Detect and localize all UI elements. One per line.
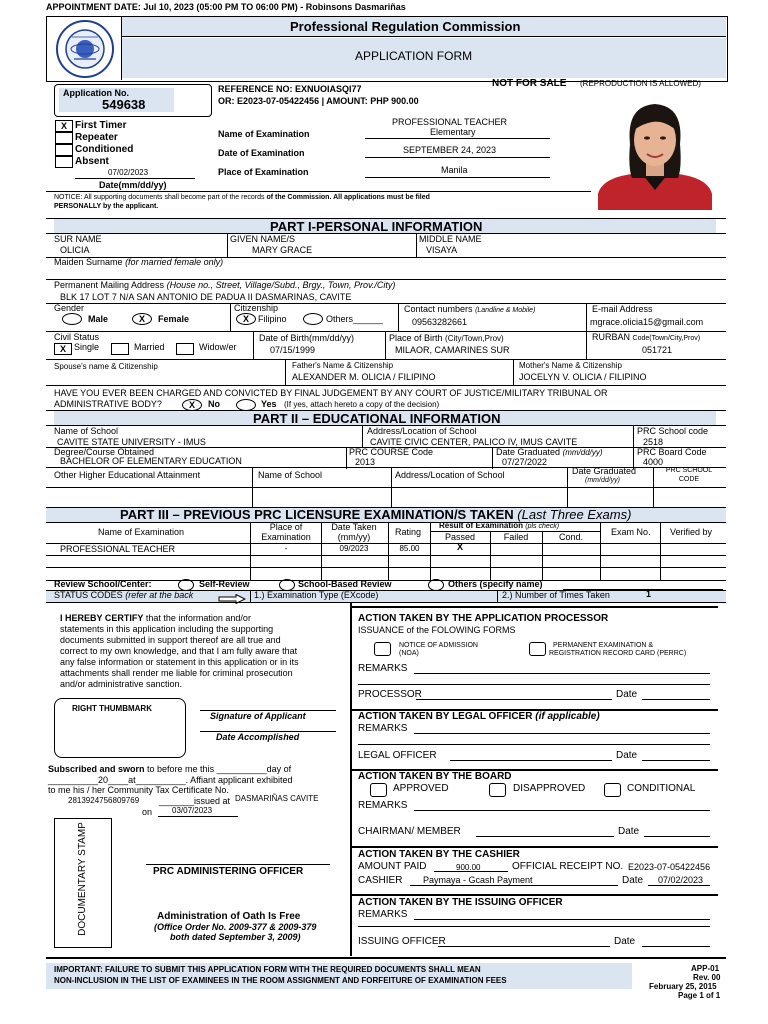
absent-checkbox[interactable]: [55, 156, 73, 168]
exam-name-value: PROFESSIONAL TEACHER: [392, 117, 508, 127]
other-address-label: Address/Location of School: [395, 470, 505, 480]
others-radio[interactable]: [303, 313, 323, 325]
first-timer-label: First Timer: [75, 120, 127, 131]
date-accomplished-label: Date Accomplished: [216, 732, 300, 742]
page-number: Page 1 of 1: [678, 991, 721, 1000]
on-label: on: [142, 807, 153, 817]
applicant-photo: [592, 94, 718, 210]
perrc-label-1: PERMANENT EXAMINATION &: [553, 642, 654, 649]
times-taken-value: 1: [646, 589, 652, 599]
single-label: Single: [74, 342, 100, 352]
legal-date-label: Date: [616, 750, 638, 761]
approved-label: APPROVED: [393, 783, 449, 794]
appointment-line: APPOINTMENT DATE: Jul 10, 2023 (05:00 PM TO 06:00 PM) - Robinsons Dasmariñas: [46, 2, 406, 12]
exam-row-name: PROFESSIONAL TEACHER: [60, 544, 176, 554]
perrc-label-2: REGISTRATION RECORD CARD (PERRC): [549, 650, 687, 657]
certify-line-5: any false information or statement in this application or in its: [60, 657, 299, 667]
charged-question-2: ADMINISTRATIVE BODY?: [54, 399, 162, 409]
board-code-value: 4000: [643, 457, 664, 467]
certify-line-6: attachments shall render me liable for criminal prosecution: [60, 668, 293, 678]
review-school-label: Review School/Center:: [54, 579, 152, 589]
school-address-label: Address/Location of School: [367, 426, 477, 436]
col-failed: Failed: [503, 532, 529, 542]
pob-value: MILAOR, CAMARINES SUR: [395, 345, 510, 355]
exam-date-value: SEPTEMBER 24, 2023: [403, 145, 497, 155]
issued-at-label: _______issued at: [159, 796, 231, 806]
col-date-1: Date Taken: [331, 522, 377, 532]
gender-label: Gender: [54, 303, 85, 313]
board-remarks-label: REMARKS: [358, 800, 408, 811]
status-exam-type: 1.) Examination Type (EXcode): [254, 590, 379, 600]
legal-remarks-label: REMARKS: [358, 723, 408, 734]
certify-line-4: correct to my own knowledge, and that I am fully aware that: [60, 646, 298, 656]
or-amount: OR: E2023-07-05422456 | AMOUNT: PHP 900.00: [218, 96, 419, 106]
father-label: Father's Name & Citizenship: [292, 361, 394, 370]
other-education-label: Other Higher Educational Attainment: [54, 470, 201, 480]
others-review-label: Others (specify name): [448, 579, 543, 589]
other-code-label-2: CODE: [678, 476, 700, 483]
ctc-number: 2813924756809769: [68, 796, 140, 805]
charged-no-radio[interactable]: X: [182, 399, 202, 411]
certify-line-2: statements in this application including the supporting: [60, 624, 274, 634]
cashier-title: ACTION TAKEN BY THE CASHIER: [358, 849, 520, 860]
reference-no: REFERENCE NO: EXNUOIASQI77: [218, 84, 362, 94]
degree-value: BACHELOR OF ELEMENTARY EDUCATION: [60, 456, 242, 466]
filipino-radio[interactable]: X: [236, 313, 256, 325]
charged-no-label: No: [208, 399, 220, 409]
form-code: APP-01: [691, 964, 720, 973]
exam-place-label: Place of Examination: [218, 167, 309, 177]
certify-line-3: documents submitted in support thereof are all true and: [60, 635, 281, 645]
status-codes-label: STATUS CODES (refer at the back: [54, 590, 194, 600]
citizenship-label: Citizenship: [234, 303, 279, 313]
col-exam-name: Name of Examination: [98, 527, 185, 537]
charged-yes-note: (If yes, attach hereto a copy of the decision): [284, 400, 440, 409]
cashier-date-value: 07/02/2023: [658, 875, 704, 885]
part2-title: PART II – EDUCATIONAL INFORMATION: [253, 411, 501, 426]
charged-question-1: HAVE YOU EVER BEEN CHARGED AND CONVICTED BY FINAL JUDGEMENT BY ANY COURT OF JUSTICE/MILITARY TRIBUNAL OR: [54, 388, 608, 398]
male-label: Male: [88, 314, 109, 324]
mother-value: JOCELYN V. OLICIA / FILIPINO: [519, 372, 647, 382]
cashier-value: Paymaya - Gcash Payment: [423, 875, 533, 885]
exam-row-date: 09/2023: [339, 544, 369, 553]
agency-name: Professional Regulation Commission: [290, 19, 521, 34]
board-code-label: PRC Board Code: [637, 447, 707, 457]
other-grad-note: (mm/dd/yy): [585, 477, 620, 484]
issued-place: DASMARIÑAS CAVITE: [235, 794, 319, 803]
grad-date-value: 07/27/2022: [502, 457, 548, 467]
processor-title: ACTION TAKEN BY THE APPLICATION PROCESSOR: [358, 613, 609, 624]
noa-label-2: (NOA): [399, 650, 419, 657]
certify-line-7: and/or administrative sanction.: [60, 679, 183, 689]
self-review-label: Self-Review: [199, 579, 250, 589]
mailing-label: Permanent Mailing Address (House no., Street, Village/Subd., Brgy., Town, Prov./City): [54, 280, 396, 290]
maiden-label: Maiden Surname (for married female only): [54, 257, 224, 267]
documentary-stamp-label: DOCUMENTARY STAMP: [77, 822, 88, 936]
female-label: Female: [158, 314, 190, 324]
notice-line-1: NOTICE: All supporting documents shall become part of the records of the Commission. All applications must be filed: [54, 194, 430, 201]
issuing-officer-label: ISSUING OFFICER: [358, 936, 446, 947]
rev-number: Rev. 00: [693, 973, 721, 982]
grad-date-label: Date Graduated (mm/dd/yy): [496, 447, 603, 457]
signature-label: Signature of Applicant: [210, 711, 306, 721]
widow-label: Widow/er: [199, 342, 237, 352]
col-exam-no: Exam No.: [611, 527, 651, 537]
sworn-line-2: __________20____at__________. Affiant applicant exhibited: [48, 775, 293, 785]
exam-row-place: -: [284, 544, 288, 553]
dob-label: Date of Birth(mm/dd/yy): [259, 333, 355, 343]
col-verified: Verified by: [670, 527, 713, 537]
middle-name-label: MIDDLE NAME: [419, 234, 482, 244]
oath-free-label: Administration of Oath Is Free: [157, 911, 301, 922]
col-place-1: Place of: [269, 522, 303, 532]
noa-label-1: NOTICE OF ADMISSION: [399, 642, 478, 649]
issuing-date-label: Date: [614, 936, 636, 947]
certify-line-1: I HEREBY CERTIFY that the information and/or: [60, 613, 251, 623]
notice-line-2: PERSONALLY by the applicant.: [54, 203, 159, 210]
chairman-date-label: Date: [618, 826, 640, 837]
board-title: ACTION TAKEN BY THE BOARD: [358, 771, 512, 782]
other-code-label-1: PRC SCHOOL: [665, 467, 713, 474]
arrow-right-icon: [218, 591, 246, 609]
administering-officer-label: PRC ADMINISTERING OFFICER: [153, 866, 304, 877]
processor-label: PROCESSOR: [358, 689, 422, 700]
application-no-label: Application No.: [63, 88, 129, 98]
not-for-sale: NOT FOR SALE: [492, 78, 567, 89]
application-date: 07/02/2023: [108, 168, 149, 177]
exam-subject-value: Elementary: [430, 127, 476, 137]
given-name-value: MARY GRACE: [252, 245, 313, 255]
mailing-value: BLK 17 LOT 7 N/A SAN ANTONIO DE PADUA II DASMARINAS, CAVITE: [60, 292, 352, 302]
rev-date: February 25, 2015: [649, 982, 717, 991]
noa-checkbox[interactable]: [374, 642, 391, 656]
col-result: Result of Examination (pls check): [439, 521, 560, 530]
cashier-label: CASHIER: [358, 875, 403, 886]
married-label: Married: [134, 342, 165, 352]
exam-date-label: Date of Examination: [218, 148, 305, 158]
single-checkbox[interactable]: X: [54, 343, 72, 355]
female-radio[interactable]: X: [132, 313, 152, 325]
issuance-label: ISSUANCE of the FOLOWING FORMS: [358, 625, 516, 635]
cashier-date-label: Date: [622, 875, 644, 886]
school-based-label: School-Based Review: [298, 579, 392, 589]
part3-title: PART III – PREVIOUS PRC LICENSURE EXAMINATION/S TAKEN (Last Three Exams): [120, 507, 632, 522]
prc-seal-logo: [52, 19, 118, 79]
office-order-1: (Office Order No. 2009-377 & 2009-379: [154, 922, 317, 932]
civil-status-label: Civil Status: [54, 332, 100, 342]
disapproved-label: DISAPPROVED: [513, 783, 586, 794]
course-code-value: 2013: [355, 457, 376, 467]
exam-name-label: Name of Examination: [218, 129, 310, 139]
pob-label: Place of Birth (City/Town,Prov): [389, 333, 504, 343]
other-school-label: Name of School: [258, 470, 323, 480]
other-grad-label: Date Graduated: [572, 466, 637, 476]
rurban-value: 051721: [642, 345, 673, 355]
exam-row-passed: X: [456, 542, 463, 552]
spouse-label: Spouse's name & Citizenship: [54, 362, 158, 371]
form-title: APPLICATION FORM: [355, 49, 473, 63]
repeater-label: Repeater: [75, 132, 118, 143]
perrc-checkbox[interactable]: [529, 642, 546, 656]
repeater-checkbox[interactable]: [55, 132, 73, 144]
rurban-label: RURBAN Code(Town/City,Prov): [592, 332, 701, 342]
mother-label: Mother's Name & Citizenship: [519, 361, 622, 370]
status-times-taken: 2.) Number of Times Taken: [502, 590, 610, 600]
conditioned-checkbox[interactable]: [55, 144, 73, 156]
charged-yes-label: Yes: [261, 399, 277, 409]
course-code-label: PRC COURSE Code: [349, 447, 434, 457]
male-radio[interactable]: [62, 313, 82, 325]
col-rating: Rating: [395, 527, 422, 537]
school-address-value: CAVITE CIVIC CENTER, PALICO IV, IMUS CAVITE: [370, 437, 578, 447]
amount-paid-value: 900.00: [456, 863, 481, 872]
important-line-2: NON-INCLUSION IN THE LIST OF EXAMINEES IN THE ROOM ASSIGNMENT AND FORFEITURE OF EXAMINATION FEES: [54, 976, 507, 985]
issuing-title: ACTION TAKEN BY THE ISSUING OFFICER: [358, 897, 563, 908]
middle-name-value: VISAYA: [426, 245, 458, 255]
widow-checkbox[interactable]: [176, 343, 194, 355]
contact-value: 09563282661: [412, 317, 468, 327]
school-label: Name of School: [54, 426, 119, 436]
surname-label: SUR NAME: [54, 234, 102, 244]
processor-date-label: Date: [616, 689, 638, 700]
surname-value: OLICIA: [60, 245, 90, 255]
application-no-value: 549638: [102, 97, 146, 112]
dob-value: 07/15/1999: [270, 345, 316, 355]
receipt-value: E2023-07-05422456: [628, 862, 711, 872]
col-date-2: (mm/yy): [337, 532, 371, 542]
email-label: E-mail Address: [592, 304, 653, 314]
others-label: Others______: [326, 314, 384, 324]
on-date: 03/07/2023: [172, 806, 213, 815]
receipt-label: OFFICIAL RECEIPT NO.: [512, 861, 624, 872]
given-name-label: GIVEN NAME/S: [230, 234, 296, 244]
thumbmark-label: RIGHT THUMBMARK: [72, 704, 152, 713]
sworn-line-3: to me his / her Community Tax Certificate No.: [48, 785, 229, 795]
filipino-label: Filipino: [258, 314, 287, 324]
amount-paid-label: AMOUNT PAID: [358, 861, 427, 872]
exam-place-value: Manila: [441, 165, 468, 175]
col-cond: Cond.: [558, 532, 584, 542]
office-order-2: both dated September 3, 2009): [170, 932, 301, 942]
degree-label: Degree/Course Obtained: [54, 447, 155, 457]
col-passed: Passed: [444, 532, 476, 542]
married-checkbox[interactable]: [111, 343, 129, 355]
processor-remarks-label: REMARKS: [358, 663, 408, 674]
date-label: Date(mm/dd/yy): [99, 180, 167, 190]
legal-officer-label: LEGAL OFFICER: [358, 750, 437, 761]
contact-label: Contact numbers (Landline & Mobile): [404, 304, 536, 314]
email-value: mgrace.olicia15@gmail.com: [590, 317, 704, 327]
conditioned-label: Conditioned: [75, 144, 134, 155]
disapproved-checkbox[interactable]: [489, 783, 506, 797]
approved-checkbox[interactable]: [370, 783, 387, 797]
col-place-2: Examination: [261, 532, 311, 542]
chairman-label: CHAIRMAN/ MEMBER: [358, 826, 461, 837]
issuing-remarks-label: REMARKS: [358, 909, 408, 920]
exam-row-rating: 85.00: [399, 544, 420, 553]
school-code-value: 2518: [643, 437, 664, 447]
school-value: CAVITE STATE UNIVERSITY - IMUS: [57, 437, 206, 447]
part1-title: PART I-PERSONAL INFORMATION: [270, 219, 483, 234]
not-for-sale-note: (REPRODUCTION IS ALLOWED): [580, 79, 701, 88]
conditional-checkbox[interactable]: [604, 783, 621, 797]
important-line-1: IMPORTANT: FAILURE TO SUBMIT THIS APPLICATION FORM WITH THE REQUIRED DOCUMENTS SHALL MEAN: [54, 965, 481, 974]
father-value: ALEXANDER M. OLICIA / FILIPINO: [292, 372, 436, 382]
sworn-line-1: Subscribed and sworn to before me this __________day of: [48, 764, 292, 774]
conditional-label: CONDITIONAL: [627, 783, 696, 794]
legal-officer-title: ACTION TAKEN BY LEGAL OFFICER (if applicable): [358, 711, 600, 722]
school-code-label: PRC School code: [637, 426, 709, 436]
absent-label: Absent: [75, 156, 109, 167]
first-timer-checkbox[interactable]: X: [55, 120, 73, 132]
